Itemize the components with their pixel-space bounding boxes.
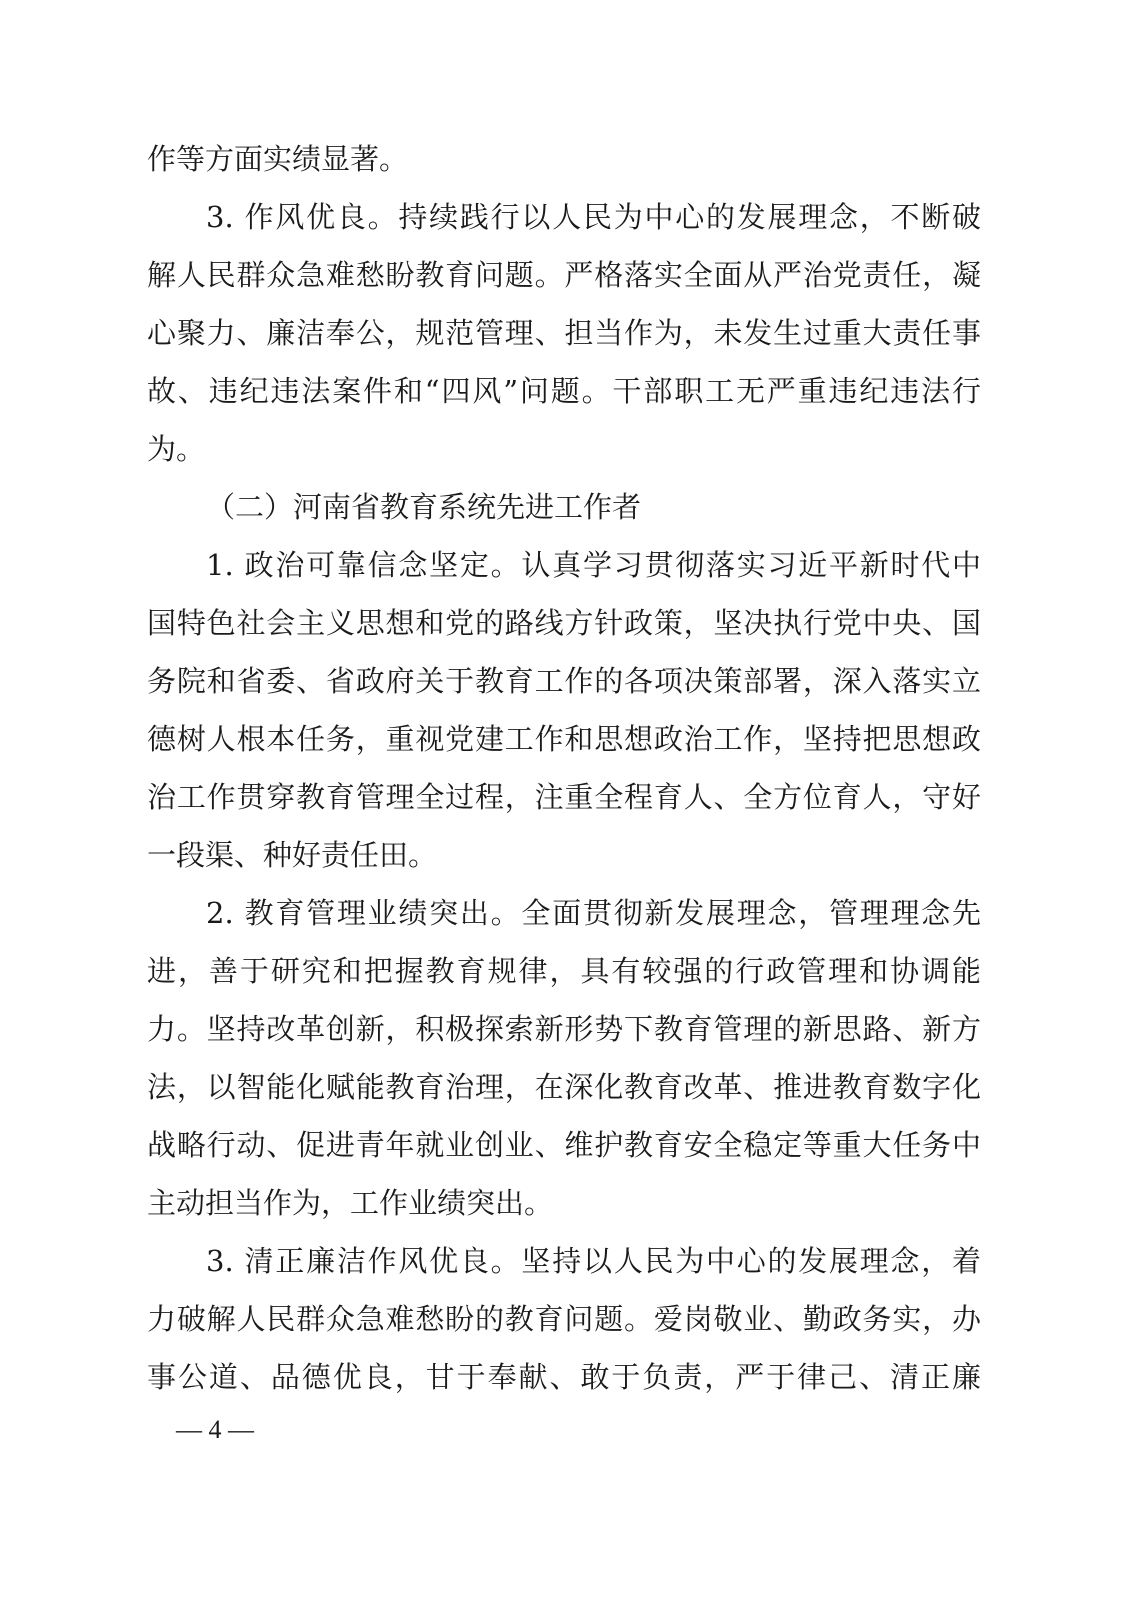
paragraph-line: 故、违纪违法案件和“四风”问题。干部职工无严重违纪违法行 [147, 374, 981, 408]
paragraph-line: 法，以智能化赋能教育治理，在深化教育改革、推进教育数字化 [147, 1070, 981, 1104]
paragraph-line: 一段渠、种好责任田。 [147, 838, 438, 872]
page-number: — 4 — [176, 1415, 254, 1444]
paragraph-line: 作等方面实绩显著。 [147, 142, 409, 176]
paragraph-line: 事公道、品德优良，甘于奉献、敢于负责，严于律己、清正廉 [147, 1360, 981, 1394]
paragraph-line: 力破解人民群众急难愁盼的教育问题。爱岗敬业、勤政务实，办 [147, 1302, 981, 1336]
paragraph-line: 进，善于研究和把握教育规律，具有较强的行政管理和协调能 [147, 954, 981, 988]
paragraph-line: 战略行动、促进青年就业创业、维护教育安全稳定等重大任务中 [147, 1128, 981, 1162]
paragraph-line: 心聚力、廉洁奉公，规范管理、担当作为，未发生过重大责任事 [147, 316, 981, 350]
paragraph-line: 1. 政治可靠信念坚定。认真学习贯彻落实习近平新时代中 [206, 548, 981, 582]
paragraph-line: 3. 清正廉洁作风优良。坚持以人民为中心的发展理念，着 [206, 1244, 981, 1278]
paragraph-line: 德树人根本任务，重视党建工作和思想政治工作，坚持把思想政 [147, 722, 981, 756]
paragraph-line: 主动担当作为，工作业绩突出。 [147, 1186, 554, 1220]
paragraph-line: 务院和省委、省政府关于教育工作的各项决策部署，深入落实立 [147, 664, 981, 698]
paragraph-line: 3. 作风优良。持续践行以人民为中心的发展理念，不断破 [206, 200, 981, 234]
paragraph-line: 治工作贯穿教育管理全过程，注重全程育人、全方位育人，守好 [147, 780, 981, 814]
paragraph-line: 2. 教育管理业绩突出。全面贯彻新发展理念，管理理念先 [206, 896, 981, 930]
paragraph-line: 国特色社会主义思想和党的路线方针政策，坚决执行党中央、国 [147, 606, 981, 640]
section-heading: （二）河南省教育系统先进工作者 [206, 490, 642, 524]
paragraph-line: 力。坚持改革创新，积极探索新形势下教育管理的新思路、新方 [147, 1012, 981, 1046]
paragraph-line: 为。 [147, 432, 206, 466]
paragraph-line: 解人民群众急难愁盼教育问题。严格落实全面从严治党责任，凝 [147, 258, 981, 292]
